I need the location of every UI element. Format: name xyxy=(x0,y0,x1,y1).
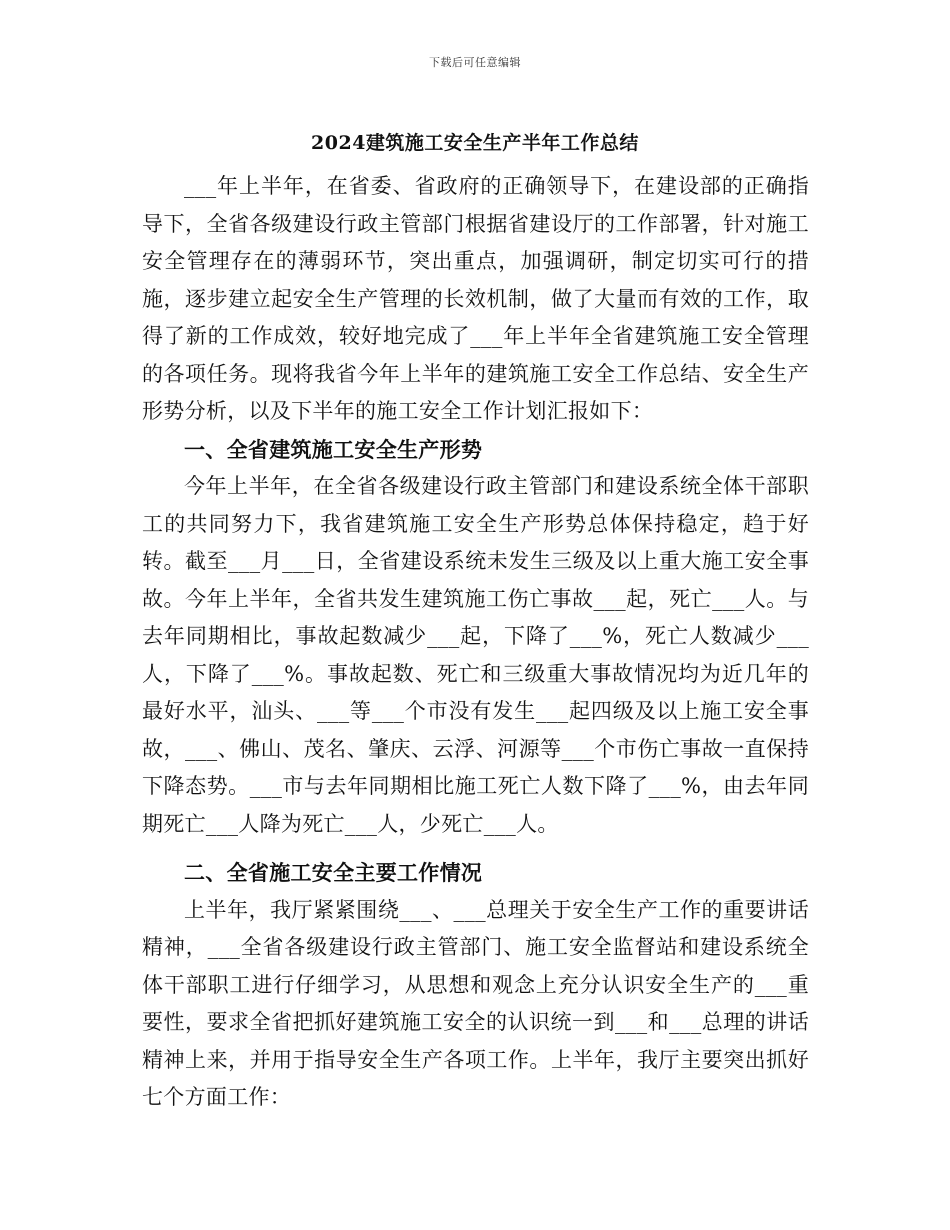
intro-paragraph: ___年上半年，在省委、省政府的正确领导下，在建设部的正确指导下，全省各级建设行政主管部门根据省建设厅的工作部署，针对施工安全管理存在的薄弱环节，突出重点，加强调研，制定切实可行的措施，逐步建立起安全生产管理的长效机制，做了大量而有效的工作，取得了新的工作成效，较好地完成了___年上半年全省建筑施工安全管理的各项任务。现将我省今年上半年的建筑施工安全工作总结、安全生产形势分析，以及下半年的施工安全工作计划汇报如下： xyxy=(142,174,809,423)
document-body xyxy=(142,168,809,1117)
section-paragraph-1: 今年上半年，在全省各级建设行政主管部门和建设系统全体干部职工的共同努力下，我省建筑施工安全生产形势总体保持稳定，趋于好转。截至___月___日，全省建设系统未发生三级及以上重大施工安全事故。今年上半年，全省共发生建筑施工伤亡事故___起，死亡___人。与去年同期相比，事故起数减少___起，下降了___%，死亡人数减少___人，下降了___%。事故起数、死亡和三级重大事故情况均为近几年的最好水平，汕头、___等___个市没有发生___起四级及以上施工安全事故，___、佛山、茂名、肇庆、云浮、河源等___个市伤亡事故一直保持下降态势。___市与去年同期相比施工死亡人数下降了___%，由去年同期死亡___人降为死亡___人，少死亡___人。 xyxy=(142,474,809,836)
page-header-note: 下载后可任意编辑 xyxy=(429,56,521,69)
section-paragraph-2: 上半年，我厅紧紧围绕___、___总理关于安全生产工作的重要讲话精神，___全省各级建设行政主管部门、施工安全监督站和建设系统全体干部职工进行仔细学习，从思想和观念上充分认识安全生产的___重要性，要求全省把抓好建筑施工安全的认识统一到___和___总理的讲话精神上来，并用于指导安全生产各项工作。上半年，我厅主要突出抓好七个方面工作： xyxy=(142,897,809,1109)
section-heading-1: 一、全省建筑施工安全生产形势 xyxy=(184,436,483,462)
section-gap xyxy=(142,843,809,854)
section-heading-2: 二、全省施工安全主要工作情况 xyxy=(184,860,483,885)
document-title: 2024建筑施工安全生产半年工作总结 xyxy=(311,132,639,154)
